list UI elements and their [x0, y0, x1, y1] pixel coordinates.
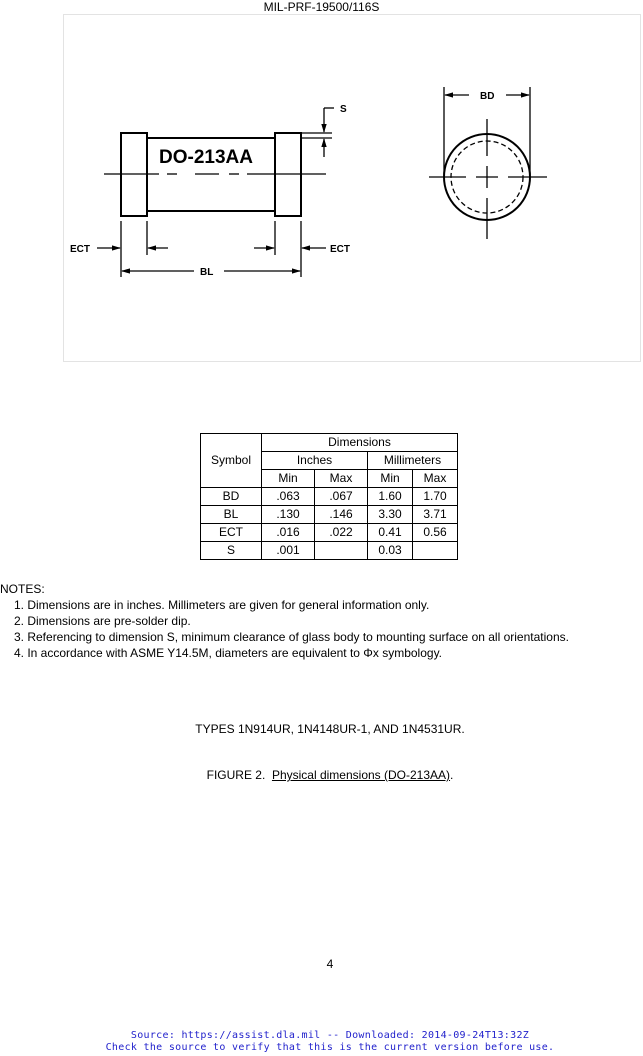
- note-item: 2. Dimensions are pre-solder dip.: [14, 614, 191, 628]
- cell-symbol: BD: [201, 488, 262, 506]
- verify-line: Check the source to verify that this is the current version before use.: [105, 1042, 555, 1053]
- dim-ect-right-label: ECT: [330, 244, 350, 255]
- package-drawing-svg: [64, 15, 642, 363]
- note-item: 1. Dimensions are in inches. Millimeters are given for general information only.: [14, 598, 430, 612]
- source-line: Source: https://assist.dla.mil -- Downloaded: 2014-09-24T13:32Z: [130, 1030, 530, 1041]
- source-footer: [0, 1030, 643, 1054]
- cell-symbol: ECT: [201, 524, 262, 542]
- table-row: [201, 524, 458, 542]
- table-row: [201, 542, 458, 560]
- note-item: 4. In accordance with ASME Y14.5M, diameters are equivalent to Φx symbology.: [14, 646, 443, 660]
- device-types: TYPES 1N914UR, 1N4148UR-1, AND 1N4531UR.: [195, 722, 465, 736]
- figure-prefix: FIGURE 2.: [206, 768, 272, 782]
- figure-title: Physical dimensions (DO-213AA): [271, 768, 451, 782]
- cell-mm-max: 1.70: [413, 488, 458, 506]
- mm-min-header: Min: [368, 470, 413, 488]
- cell-in-max: .067: [315, 488, 368, 506]
- cell-in-max: .146: [315, 506, 368, 524]
- inches-header: Inches: [262, 452, 368, 470]
- symbol-header: Symbol: [201, 434, 262, 488]
- notes-title: NOTES:: [0, 582, 45, 596]
- inches-max-header: Max: [315, 470, 368, 488]
- notes-section: [0, 581, 569, 661]
- cell-mm-min: 3.30: [368, 506, 413, 524]
- dimension-s: [301, 108, 334, 157]
- dim-ect-left-label: ECT: [70, 244, 90, 255]
- cell-mm-max: [413, 542, 458, 560]
- cell-mm-min: 1.60: [368, 488, 413, 506]
- page-number: 4: [326, 957, 334, 971]
- inches-min-header: Min: [262, 470, 315, 488]
- note-item: 3. Referencing to dimension S, minimum clearance of glass body to mounting surface on all orientations.: [14, 630, 569, 644]
- cell-in-min: .063: [262, 488, 315, 506]
- end-view: [429, 87, 547, 239]
- mm-max-header: Max: [413, 470, 458, 488]
- cell-mm-min: 0.41: [368, 524, 413, 542]
- document-header: MIL-PRF-19500/116S: [263, 0, 380, 14]
- table-header-row: [201, 434, 458, 452]
- dimensions-table: [200, 433, 458, 560]
- package-drawing: [63, 14, 641, 362]
- table-row: [201, 488, 458, 506]
- figure-suffix: .: [450, 768, 454, 782]
- figure-caption: [0, 768, 643, 782]
- dim-s-label: S: [340, 104, 347, 115]
- cell-symbol: S: [201, 542, 262, 560]
- dim-bd-label: BD: [480, 91, 495, 102]
- package-label: DO-213AA: [159, 147, 253, 168]
- table-row: [201, 506, 458, 524]
- cell-symbol: BL: [201, 506, 262, 524]
- cell-in-max: .022: [315, 524, 368, 542]
- cell-mm-min: 0.03: [368, 542, 413, 560]
- cell-mm-max: 0.56: [413, 524, 458, 542]
- dim-bl-label: BL: [200, 267, 214, 278]
- millimeters-header: Millimeters: [368, 452, 458, 470]
- dimensions-header: Dimensions: [262, 434, 458, 452]
- cell-in-min: .130: [262, 506, 315, 524]
- cell-in-max: [315, 542, 368, 560]
- cell-mm-max: 3.71: [413, 506, 458, 524]
- cell-in-min: .001: [262, 542, 315, 560]
- cell-in-min: .016: [262, 524, 315, 542]
